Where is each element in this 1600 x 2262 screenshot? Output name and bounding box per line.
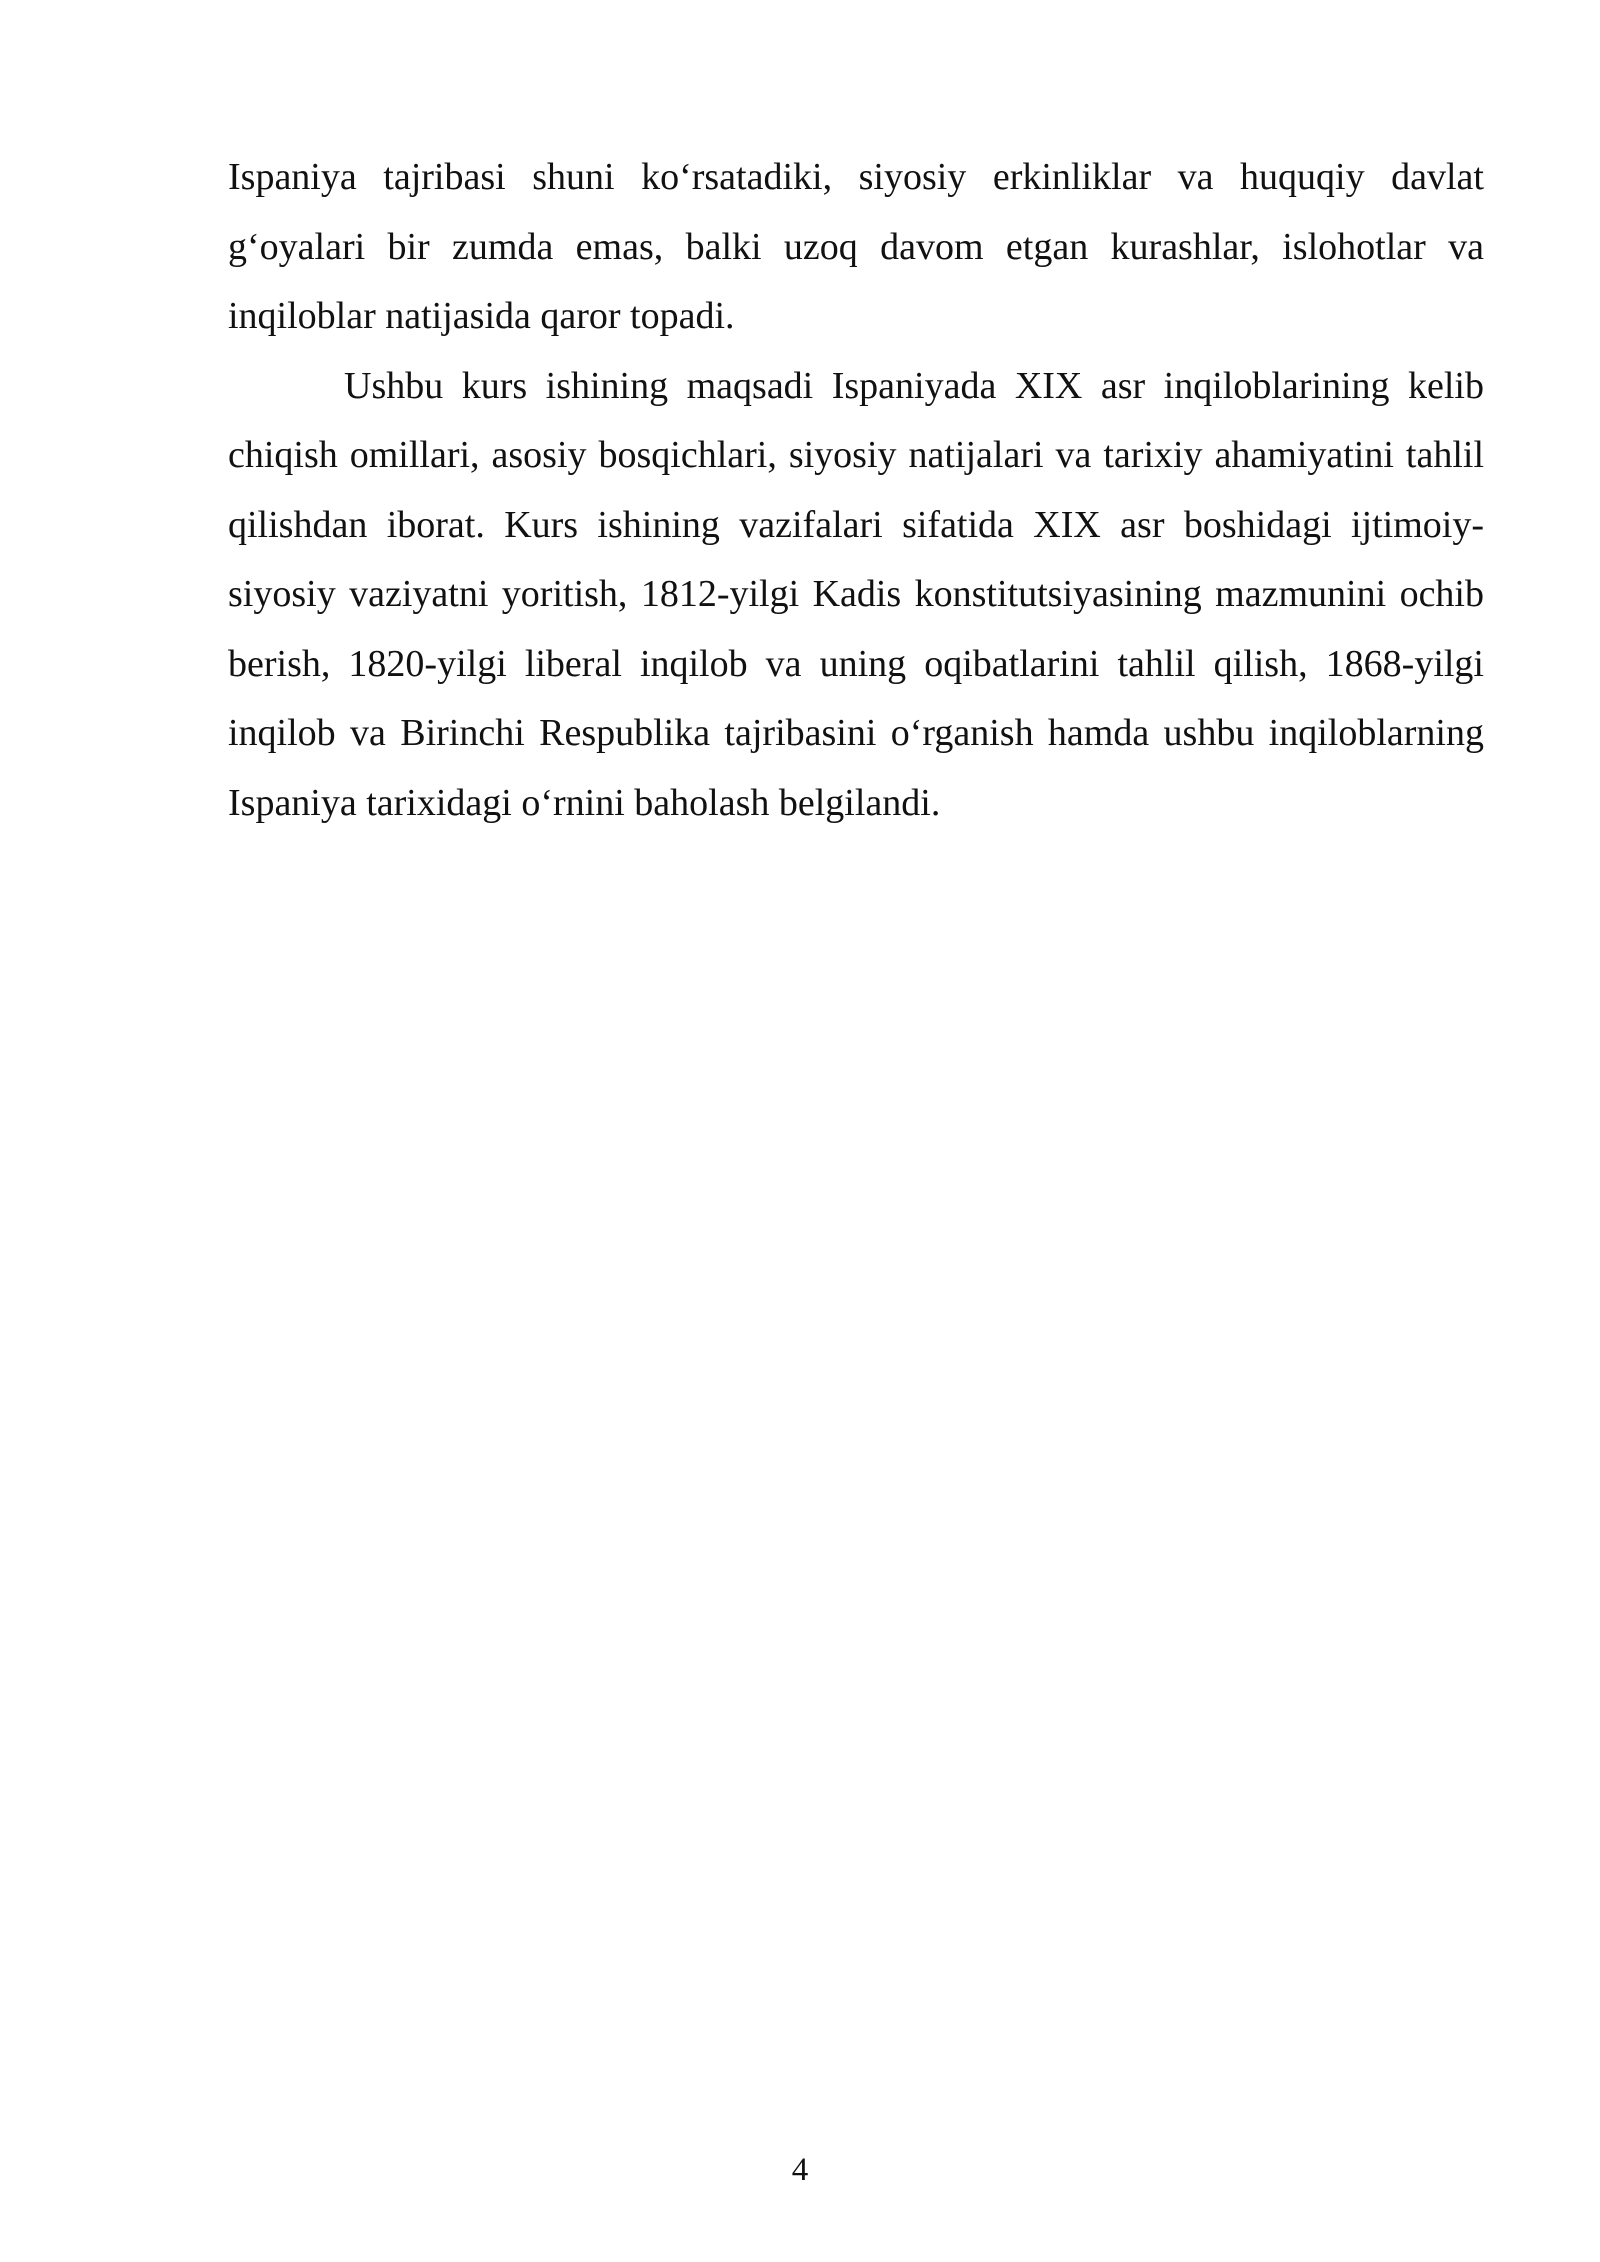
paragraph-conclusion: Ispaniya tajribasi shuni koʻrsatadiki, siyosiy erkinliklar va huquqiy davlat gʻoyalari bir zumda emas, balki uzoq davom etgan kurashlar, islohotlar va inqiloblar natijasida qaror topadi. [228,156,1484,337]
body-text [228,143,1484,838]
page-number: 4 [791,2152,809,2188]
paragraph-aim-and-tasks: Ushbu kurs ishining maqsadi Ispaniyada XIX asr inqiloblarining kelib chiqish omillari, asosiy bosqichlari, siyosiy natijalari va tarixiy ahamiyatini tahlil qilishdan iborat. Kurs ishining vazifalari sifatida XIX asr boshidagi ijtimoiy-siyosiy vaziyatni yoritish, 1812-yilgi Kadis konstitutsiyasining mazmunini ochib berish, 1820-yilgi liberal inqilob va uning oqibatlarini tahlil qilish, 1868-yilgi inqilob va Birinchi Respublika tajribasini oʻrganish hamda ushbu inqiloblarning Ispaniya tarixidagi oʻrnini baholash belgilandi. [228,364,1484,824]
